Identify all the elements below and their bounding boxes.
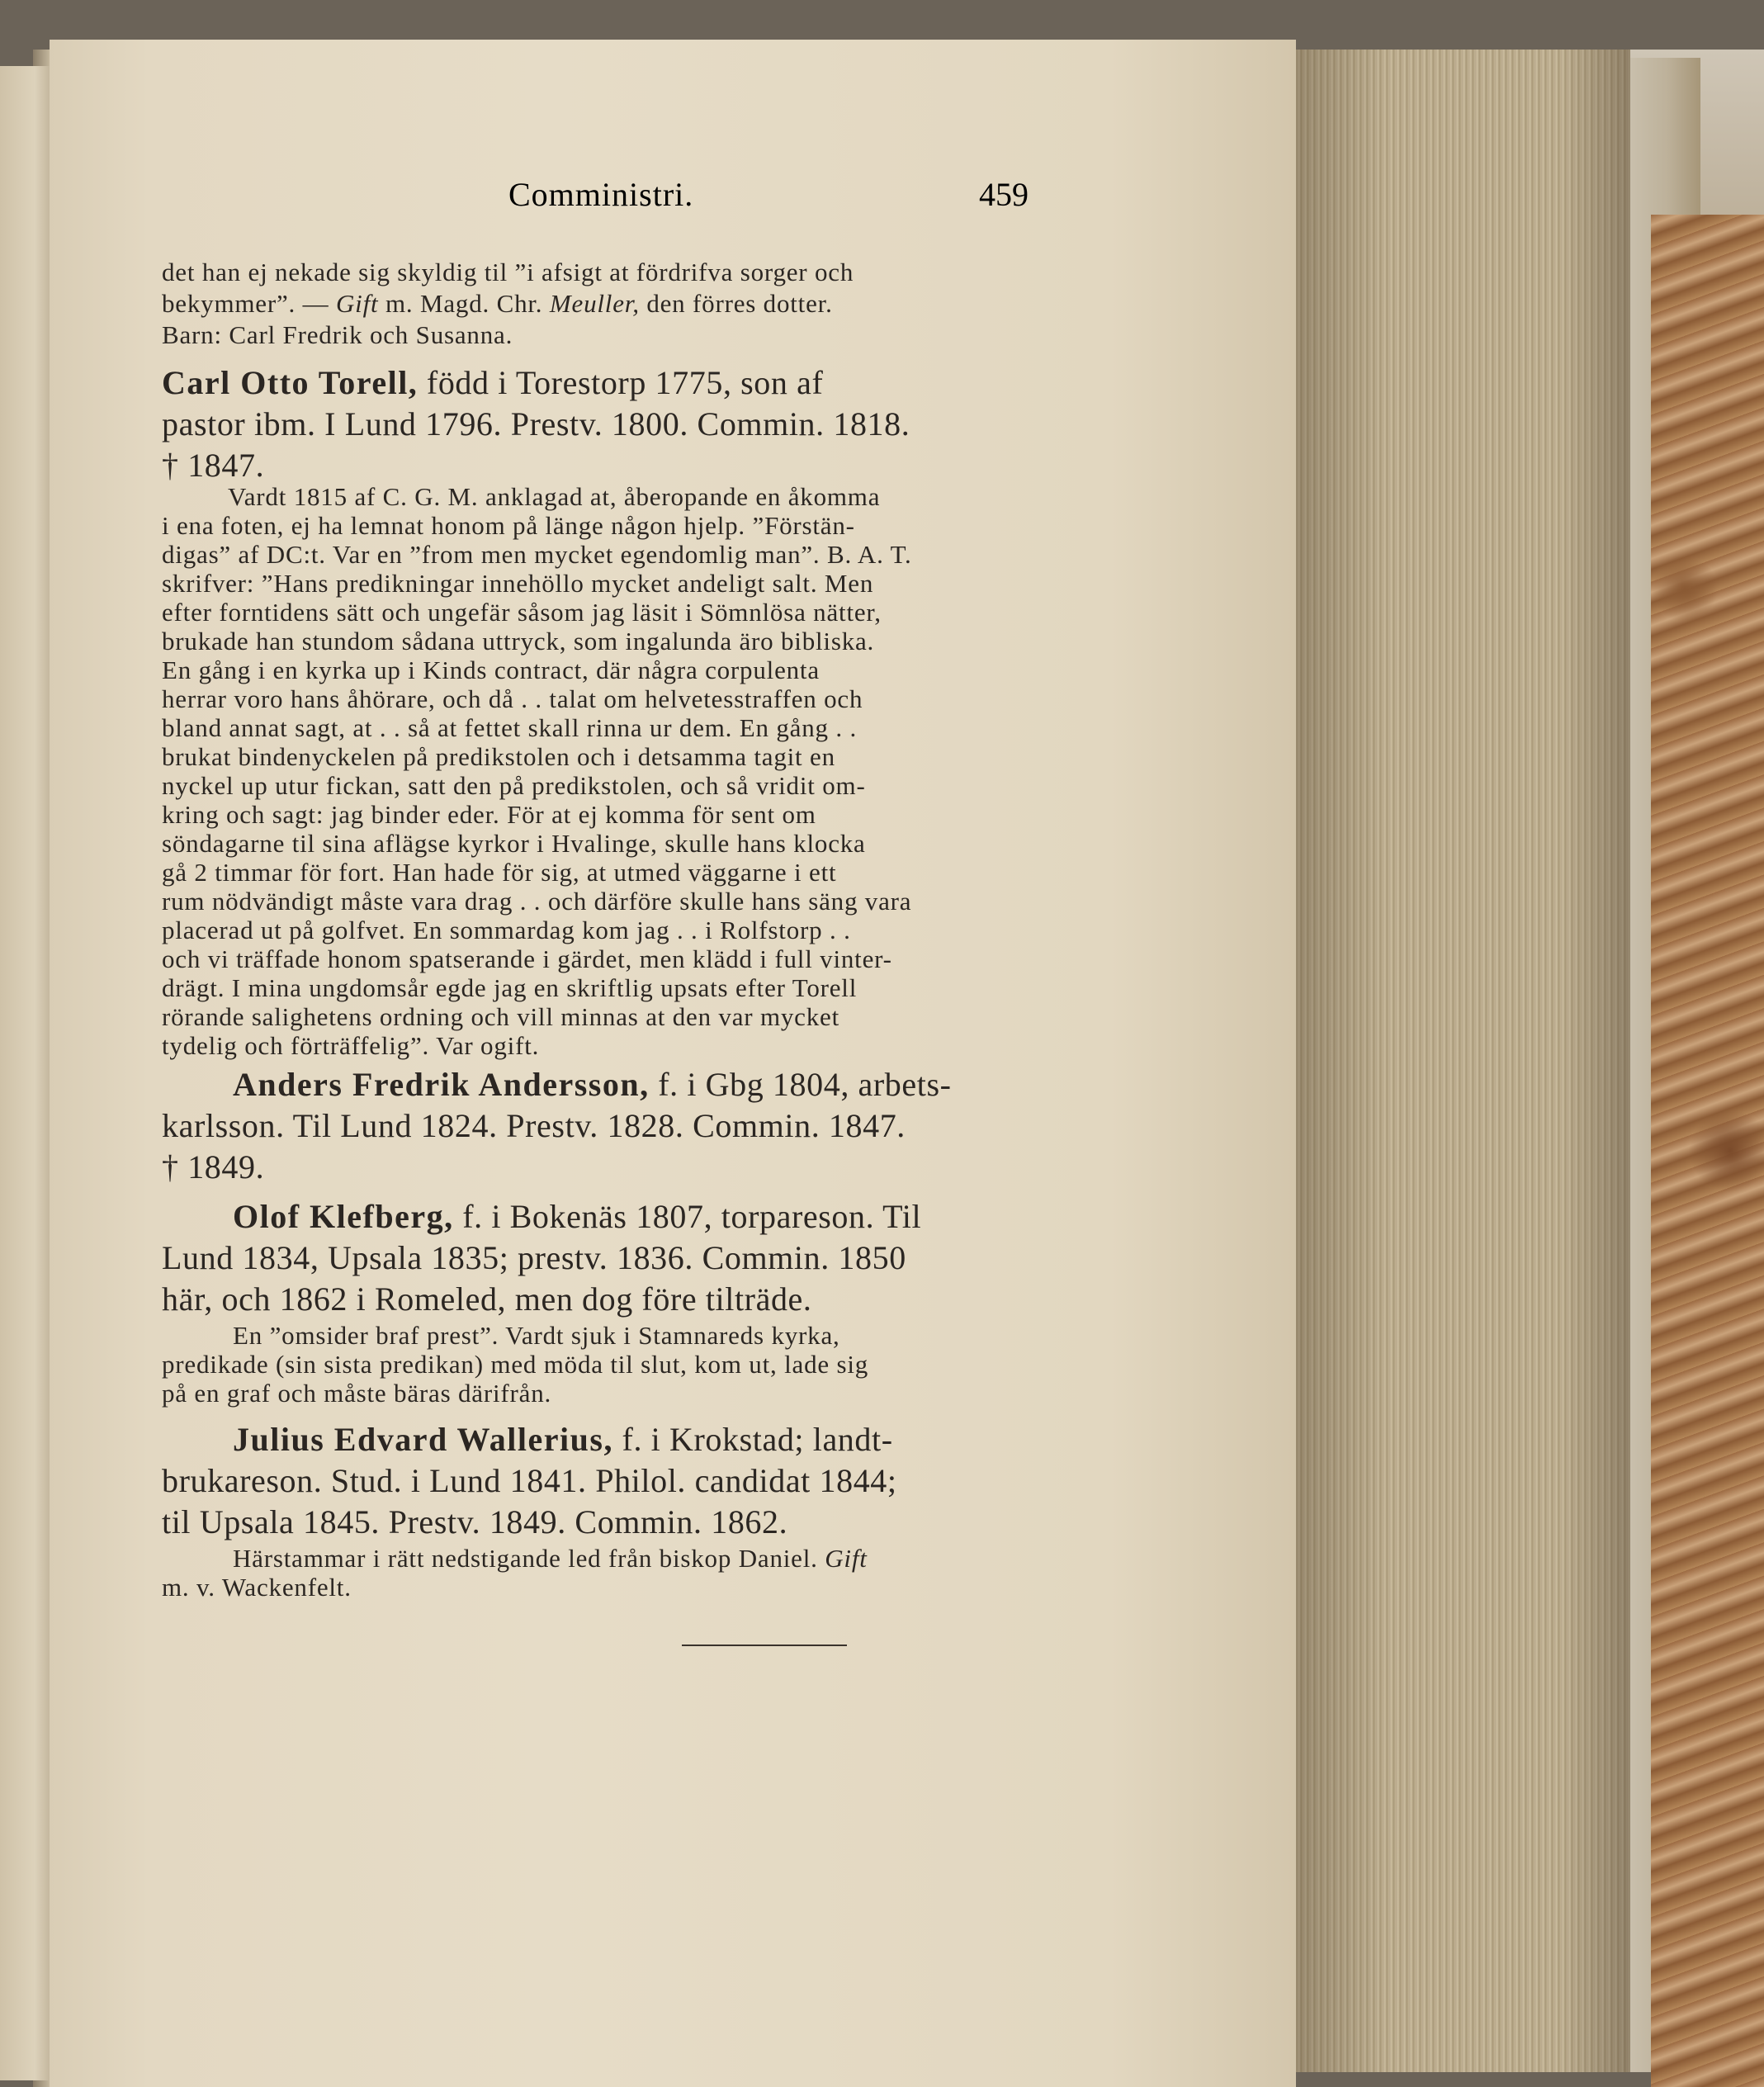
note-line: Vardt 1815 af C. G. M. anklagad at, åberopande en åkomma (228, 482, 881, 511)
entry-heading: Carl Otto Torell, född i Torestorp 1775, son af (162, 364, 824, 401)
entry-heading: Anders Fredrik Andersson, f. i Gbg 1804, arbets- (233, 1066, 952, 1103)
note-line: i ena foten, ej ha lemnat honom på länge någon hjelp. ”Förstän- (162, 511, 855, 540)
gift-label: Gift (825, 1544, 868, 1573)
text-line: bekymmer”. — Gift m. Magd. Chr. Meuller, den förres dotter. (162, 289, 833, 318)
note-line: Härstammar i rätt nedstigande led från biskop Daniel. Gift (233, 1544, 868, 1573)
note-line: bland annat sagt, at . . så at fettet skall rinna ur dem. En gång . . (162, 713, 858, 742)
note-line: placerad ut på golfvet. En sommardag kom jag . . i Rolfstorp . . (162, 916, 851, 944)
text-line: pastor ibm. I Lund 1796. Prestv. 1800. Commin. 1818. (162, 405, 910, 442)
entry-heading: Julius Edvard Wallerius, f. i Krokstad; landt- (233, 1421, 893, 1458)
note-line: nyckel up utur fickan, satt den på predikstolen, och så vridit om- (162, 771, 866, 800)
entry-heading: Olof Klefberg, f. i Bokenäs 1807, torpareson. Til (233, 1198, 922, 1235)
page-text (162, 0, 1045, 2087)
note-line: herrar voro hans åhörare, och då . . talat om helvetesstraffen och (162, 684, 863, 713)
text-line: här, och 1862 i Romeled, men dog före tilträde. (162, 1280, 812, 1318)
note-line: brukat bindenyckelen på predikstolen och i detsamma tagit en (162, 742, 835, 771)
person-name: Olof Klefberg, (233, 1198, 454, 1235)
note-line: tydelig och förträffelig”. Var ogift. (162, 1031, 540, 1060)
note-line: m. v. Wackenfelt. (162, 1573, 352, 1602)
page-number: 459 (979, 176, 1029, 213)
text-line: det han ej nekade sig skyldig til ”i afsigt at fördrifva sorger och (162, 258, 854, 286)
note-line: kring och sagt: jag binder eder. För at ej komma för sent om (162, 800, 816, 829)
note-line: söndagarne til sina aflägse kyrkor i Hvalinge, skulle hans klocka (162, 829, 866, 858)
note-line: digas” af DC:t. Var en ”from men mycket egendomlig man”. B. A. T. (162, 540, 912, 569)
spouse-name: Meuller, (549, 289, 640, 318)
note-line: drägt. I mina ungdomsår egde jag en skriftlig upsats efter Torell (162, 973, 858, 1002)
text-line: karlsson. Til Lund 1824. Prestv. 1828. Commin. 1847. (162, 1107, 906, 1144)
note-line: predikade (sin sista predikan) med möda til slut, kom ut, lade sig (162, 1350, 869, 1379)
marbled-cover (1651, 215, 1764, 2087)
end-rule (682, 1645, 847, 1646)
note-line: rörande salighetens ordning och vill minnas at den var mycket (162, 1002, 839, 1031)
running-head: Comministri. (508, 176, 694, 213)
person-name: Julius Edvard Wallerius, (233, 1421, 613, 1458)
note-line: rum nödvändigt måste vara drag . . och därföre skulle hans säng vara (162, 887, 912, 916)
note-line: gå 2 timmar för fort. Han hade för sig, at utmed väggarne i ett (162, 858, 837, 887)
note-line: på en graf och måste bäras därifrån. (162, 1379, 552, 1408)
text-line: Barn: Carl Fredrik och Susanna. (162, 320, 513, 349)
gift-label: Gift (335, 289, 379, 318)
person-name: Carl Otto Torell, (162, 364, 419, 401)
note-line: En gång i en kyrka up i Kinds contract, där några corpulenta (162, 655, 820, 684)
note-line: brukade han stundom sådana uttryck, som ingalunda äro bibliska. (162, 627, 875, 655)
note-line: efter forntidens sätt och ungefär såsom jag läsit i Sömnlösa nätter, (162, 598, 882, 627)
note-line: skrifver: ”Hans predikningar innehöllo mycket andeligt salt. Men (162, 569, 874, 598)
text-line: † 1849. (162, 1148, 265, 1185)
text-line: † 1847. (162, 447, 265, 484)
person-name: Anders Fredrik Andersson, (233, 1066, 650, 1103)
text-line: Lund 1834, Upsala 1835; prestv. 1836. Commin. 1850 (162, 1239, 906, 1276)
note-line: En ”omsider braf prest”. Vardt sjuk i Stamnareds kyrka, (233, 1321, 840, 1350)
text-line: til Upsala 1845. Prestv. 1849. Commin. 1862. (162, 1503, 788, 1540)
note-line: och vi träffade honom spatserande i gärdet, men klädd i full vinter- (162, 944, 892, 973)
text-line: brukareson. Stud. i Lund 1841. Philol. candidat 1844; (162, 1462, 897, 1499)
